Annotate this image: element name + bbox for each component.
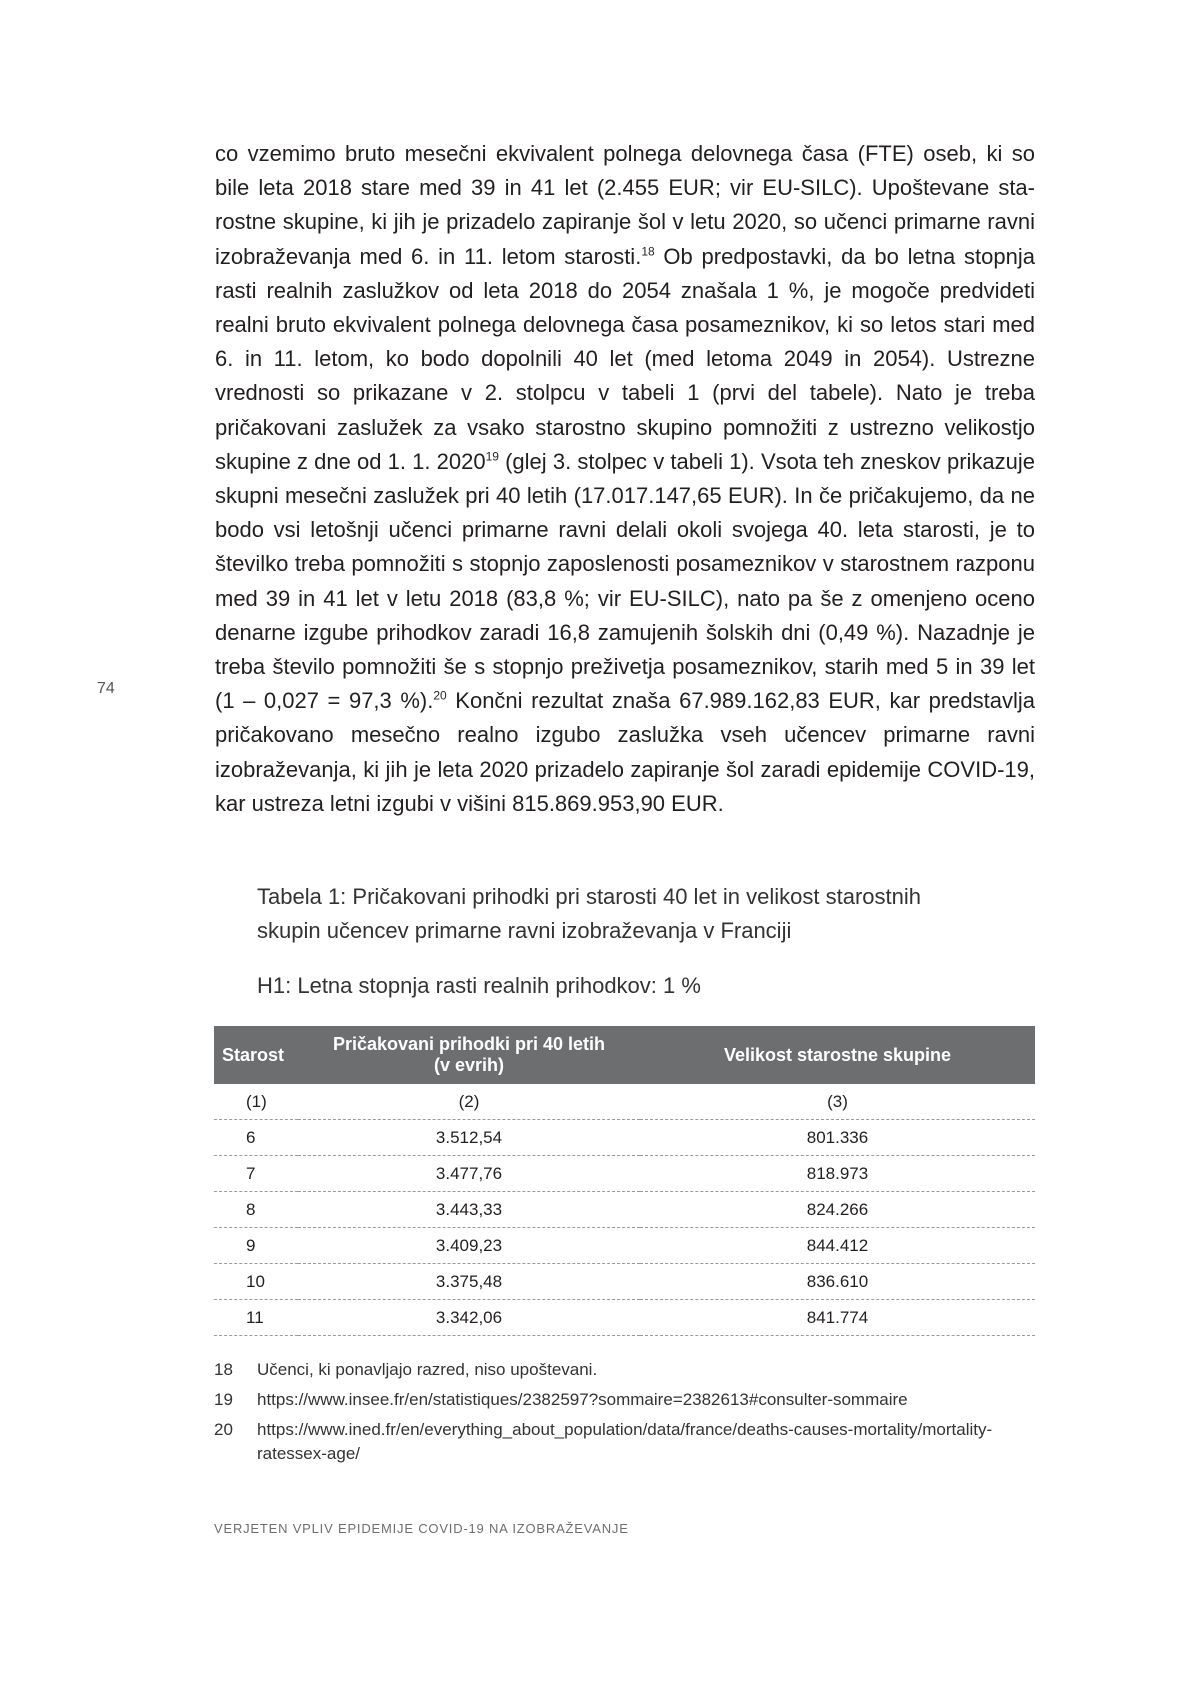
cell-age: 8 (214, 1192, 298, 1228)
header-group-size: Velikost starostne skupine (640, 1026, 1035, 1084)
body-paragraph (215, 137, 1035, 821)
body-text-segment: Končni rezultat znaša 67.989.162,83 EUR, kar predstavlja pričakovano mesečno realno izgubo zaslužka vseh učencev primarne ravni izobraževanja, ki jih je leta 2020 prizadelo zapiranje šol zaradi epidemije COVID-19, kar ustreza letni izgubi v višini 815.869.953,90 EUR. (215, 688, 1036, 816)
cell-income: 3.342,06 (298, 1300, 640, 1336)
cell-income: 3.375,48 (298, 1264, 640, 1300)
paragraph (215, 137, 1035, 821)
footnotes (214, 1358, 1035, 1472)
footnote-20 (214, 1418, 1035, 1466)
footnote-link[interactable]: https://www.insee.fr/en/statistiques/2382597?sommaire=2382613#consulter-sommaire (257, 1390, 908, 1409)
table-row (214, 1300, 1035, 1336)
cell-age: 9 (214, 1228, 298, 1264)
footnote-18 (214, 1358, 1035, 1382)
table-caption (257, 880, 1017, 948)
cell-income: 3.477,76 (298, 1156, 640, 1192)
cell-income: 3.443,33 (298, 1192, 640, 1228)
body-text-segment: Ob predpostavki, da bo letna stopnja rasti realnih zaslužkov od leta 2018 do 2054 znašala 1 %, je mogoče predvideti realni bruto ekvivalent polnega delovnega časa posameznikov, ki so letos stari med 6. in 11. letom, ko bodo dopolnili 40 let (med letoma 2049 in 2054). Ustrezne vrednosti so prikazane v 2. stolpcu v tabeli 1 (prvi del tabele). Nato je treba pričakovani zaslužek za vsako starostno skupino pomnožiti z ustrezno velikostjo skupine z dne od 1. 1. 2020 (215, 243, 1035, 474)
cell-income: (2) (298, 1084, 640, 1120)
table-header-row (214, 1026, 1035, 1084)
table-header (214, 1026, 1035, 1084)
cell-age: 6 (214, 1120, 298, 1156)
cell-group-size: 801.336 (640, 1120, 1035, 1156)
header-expected-income (298, 1026, 640, 1084)
cell-group-size: 844.412 (640, 1228, 1035, 1264)
body-text-segment: (glej 3. stolpec v tabeli 1). Vsota teh zneskov prikazuje skupni mesečni zaslužek pri 40 letih (17.017.147,65 EUR). In če pričakujemo, da ne bodo vsi letošnji učenci primarne ravni delali okoli svojega 40. leta starosti, je to številko treba pomnožiti s stopnjo zaposlenosti posameznikov v starostnem razponu med 39 in 41 let v letu 2018 (83,8 %; vir EU-SILC), nato pa še z omenjeno oceno denarne izgube prihodkov zaradi 16,8 zamujenih šolskih dni (0,49 %). Nazadnje je treba število pomnožiti še s stopnjo preživetja posameznikov, starih med 5 in 39 let (1 – 0,027 = 97,3 %). (215, 448, 1035, 714)
cell-age: 7 (214, 1156, 298, 1192)
footnote-text: Učenci, ki ponavljajo razred, niso upoštevani. (257, 1360, 598, 1379)
table-row (214, 1192, 1035, 1228)
table-row (214, 1264, 1035, 1300)
footnote-link[interactable]: https://www.ined.fr/en/everything_about_population/data/france/deaths-causes-mortality/mortality-ratessex-age/ (257, 1420, 993, 1463)
footnote-ref-18[interactable]: 18 (641, 244, 655, 259)
income-table (214, 1026, 1035, 1336)
footnote-ref-20[interactable]: 20 (433, 688, 447, 703)
cell-group-size: (3) (640, 1084, 1035, 1120)
table-row (214, 1120, 1035, 1156)
table-row (214, 1084, 1035, 1120)
footnote-number: 20 (214, 1420, 233, 1439)
cell-group-size: 824.266 (640, 1192, 1035, 1228)
header-expected-income-line2: (v evrih) (433, 1055, 505, 1075)
table-subcaption: H1: Letna stopnja rasti realnih prihodkov: 1 % (257, 973, 701, 998)
footnote-number: 18 (214, 1360, 233, 1379)
footnote-ref-19[interactable]: 19 (485, 449, 499, 464)
cell-age: (1) (214, 1084, 298, 1120)
table-caption-line: Tabela 1: Pričakovani prihodki pri starosti 40 let in velikost starostnih (257, 884, 921, 909)
cell-age: 11 (214, 1300, 298, 1336)
header-expected-income-line1: Pričakovani prihodki pri 40 letih (332, 1034, 606, 1054)
cell-income: 3.409,23 (298, 1228, 640, 1264)
table-caption-line: skupin učencev primarne ravni izobraževanja v Franciji (257, 918, 792, 943)
footnote-number: 19 (214, 1390, 233, 1409)
header-age: Starost (214, 1026, 298, 1084)
footnote-19 (214, 1388, 1035, 1412)
table-row (214, 1156, 1035, 1192)
cell-income: 3.512,54 (298, 1120, 640, 1156)
table-row (214, 1228, 1035, 1264)
cell-group-size: 841.774 (640, 1300, 1035, 1336)
page-number: 74 (97, 680, 115, 697)
body-text-segment: co vzemimo bruto mesečni ekvivalent polnega delovnega časa (FTE) oseb, ki so bile leta 2018 stare med 39 in 41 let (2.455 EUR; vir EU-SILC). Upoštevane starostne skupine, ki jih je prizadelo zapiranje šol v letu 2020, so učenci primarne ravni izobraževanja med 6. in 11. letom starosti. (215, 141, 1035, 269)
cell-group-size: 818.973 (640, 1156, 1035, 1192)
running-footer: VERJETEN VPLIV EPIDEMIJE COVID-19 NA IZOBRAŽEVANJE (214, 1521, 629, 1536)
cell-group-size: 836.610 (640, 1264, 1035, 1300)
cell-age: 10 (214, 1264, 298, 1300)
